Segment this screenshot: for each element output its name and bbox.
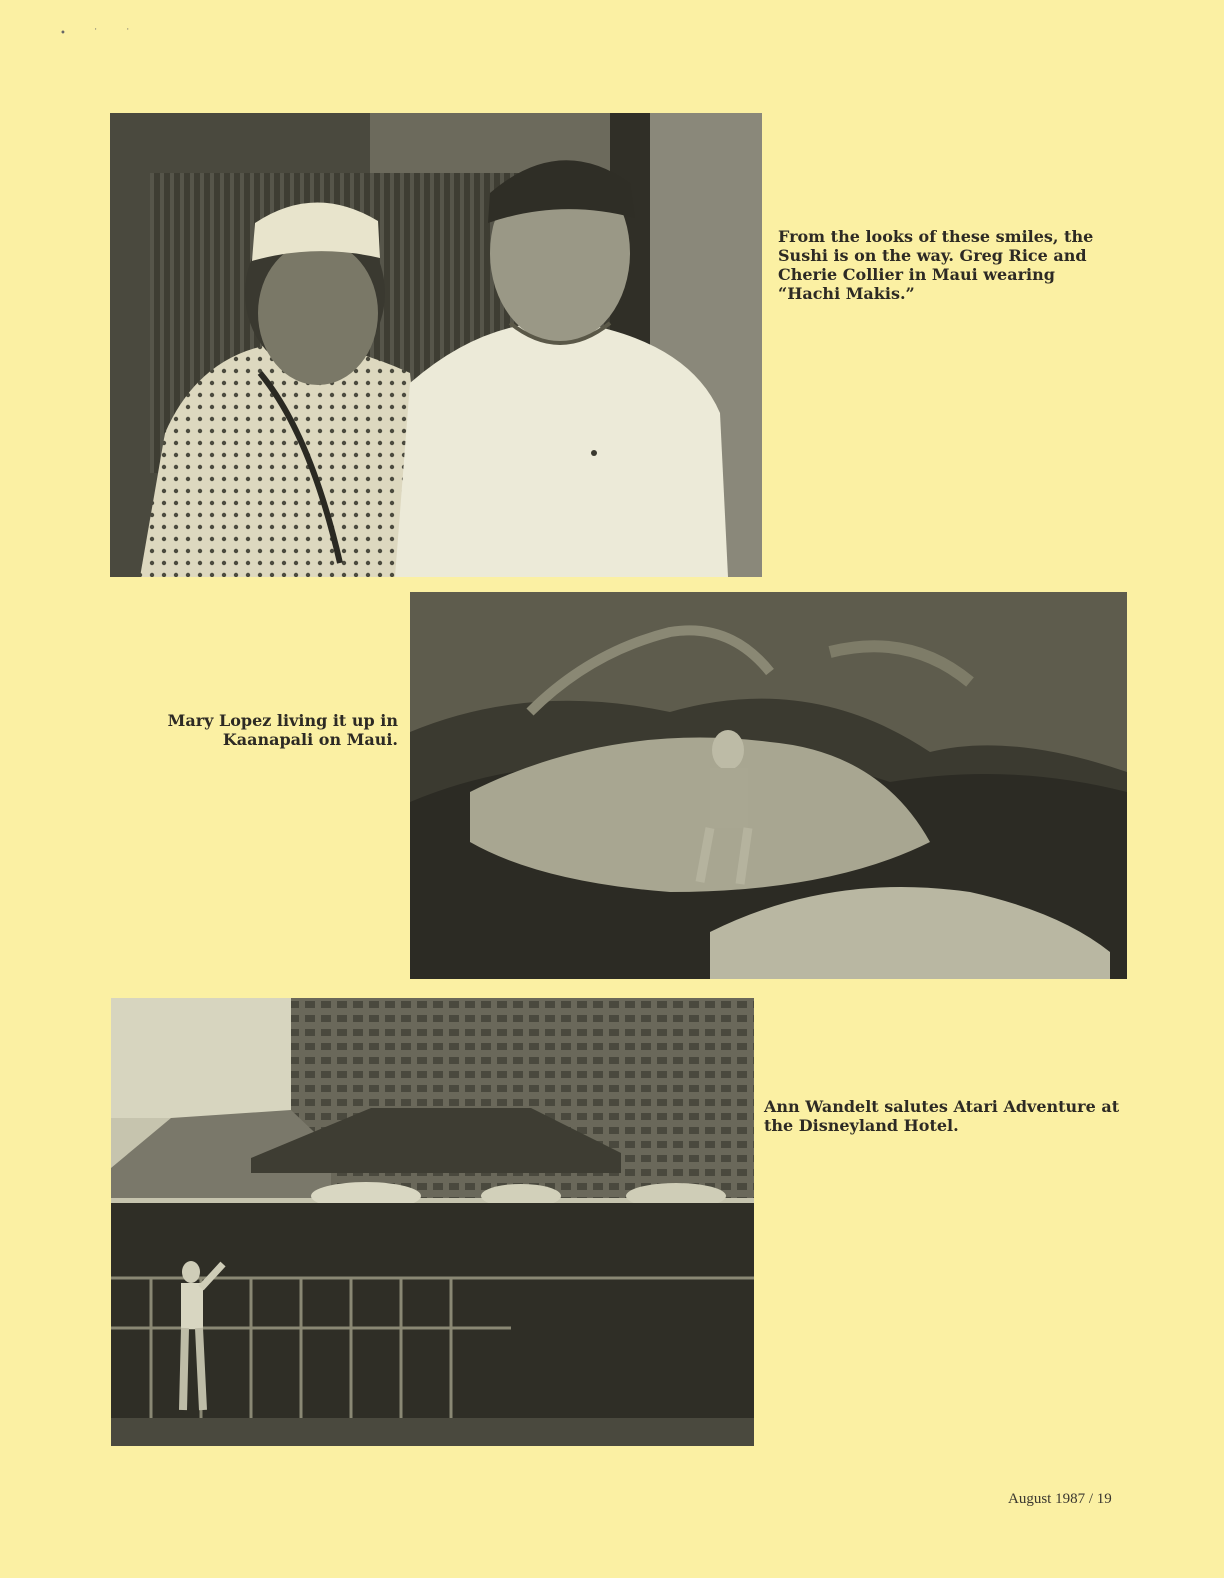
photo-jungle-rock xyxy=(410,592,1127,979)
photo-disneyland-hotel-image xyxy=(111,998,754,1446)
caption-disneyland-hotel: Ann Wandelt salutes Atari Adventure at the Disneyland Hotel. xyxy=(764,1097,1120,1135)
photo-couple-portrait-image xyxy=(110,113,762,577)
print-specks: • ˙ ˙ xyxy=(60,28,143,39)
caption-jungle-rock: Mary Lopez living it up in Kaanapali on Maui. xyxy=(167,711,398,749)
photo-couple-portrait xyxy=(110,113,762,577)
photo-jungle-rock-image xyxy=(410,592,1127,979)
page-folio: August 1987 / 19 xyxy=(1008,1491,1112,1507)
photo-disneyland-hotel xyxy=(111,998,754,1446)
caption-couple-portrait: From the looks of these smiles, the Sushi is on the way. Greg Rice and Cherie Collier in Maui wearing “Hachi Makis.” xyxy=(778,227,1094,303)
